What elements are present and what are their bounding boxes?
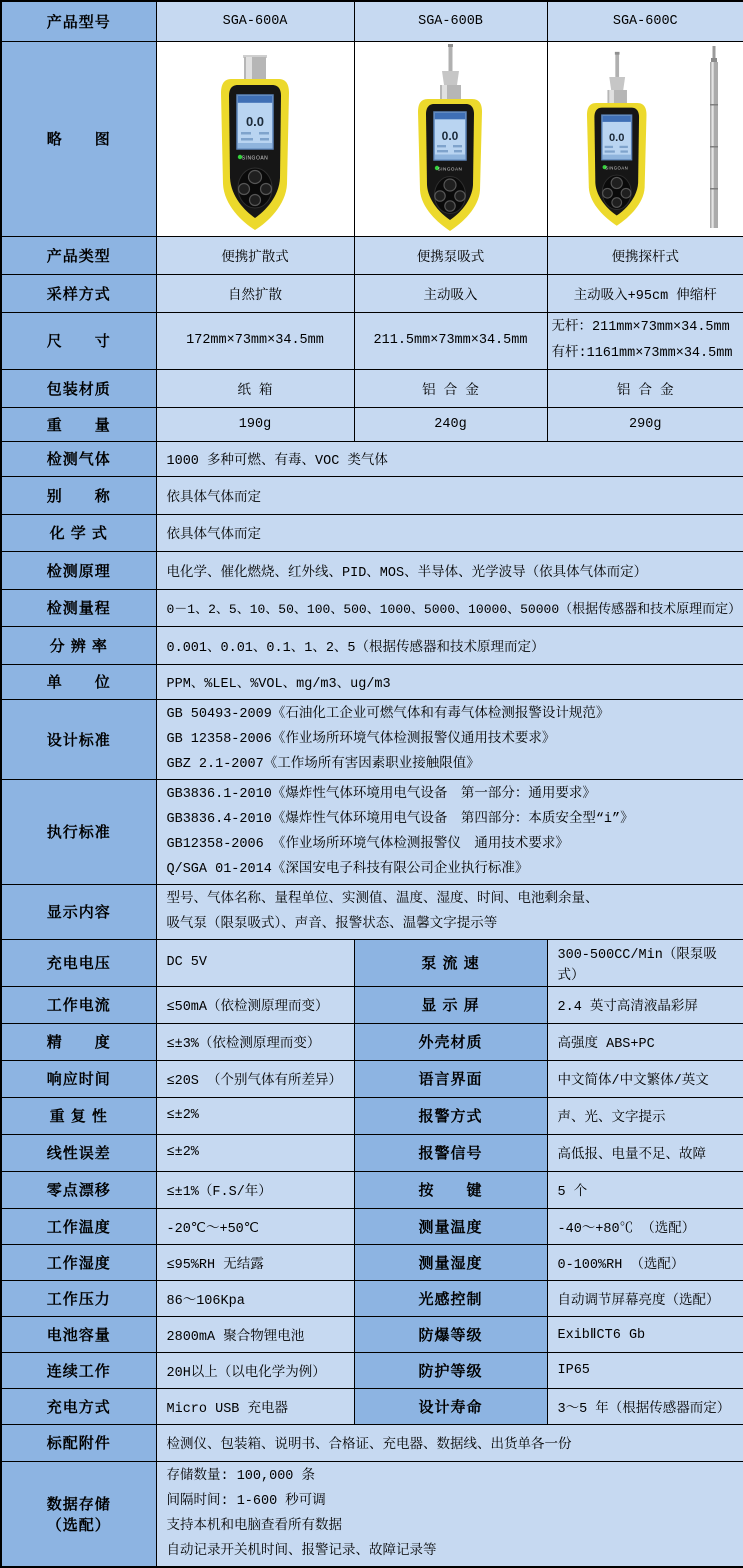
- standard-accessories-value: 检测仪、包装箱、说明书、合格证、充电器、数据线、出货单各一份: [156, 1424, 743, 1461]
- row-weight: [1, 407, 743, 441]
- row-label-weight: 重 量: [1, 407, 156, 441]
- design-standards-value: [156, 699, 743, 779]
- row-label-detection-range: 检测量程: [1, 589, 156, 626]
- row-label-product-model: 产品型号: [1, 1, 156, 41]
- row-sketch: [1, 41, 743, 236]
- row-standard-accessories: [1, 1424, 743, 1461]
- row-label-data-storage: [1, 1461, 156, 1567]
- row-label-repeatability: 重 复 性: [1, 1097, 156, 1134]
- display-screen-value: 2.4 英寸高清液晶彩屏: [547, 986, 743, 1023]
- row-label-battery-capacity: 电池容量: [1, 1316, 156, 1352]
- device-brand-label: SINGOAN: [437, 166, 463, 172]
- row-label-packaging-material: 包装材质: [1, 369, 156, 407]
- row-label-buttons: 按 键: [354, 1171, 547, 1208]
- row-display-content: [1, 884, 743, 939]
- row-label-explosion-proof-grade: 防爆等级: [354, 1316, 547, 1352]
- buttons-value: 5 个: [547, 1171, 743, 1208]
- row-label-detected-gas: 检测气体: [1, 441, 156, 476]
- detection-range-value: 0－1、2、5、10、50、100、500、1000、5000、10000、50000（根据传感器和技术原理而定）: [156, 589, 743, 626]
- row-resolution: [1, 626, 743, 664]
- row-repeatability-alarm-mode: [1, 1097, 743, 1134]
- row-chemical-formula: [1, 514, 743, 551]
- model-cell-a: SGA-600A: [156, 1, 354, 41]
- display-content-line: 吸气泵（限泵吸式）、声音、报警状态、温馨文字提示等: [166, 916, 498, 932]
- row-alias: [1, 476, 743, 514]
- device-screen-value: 0.0: [441, 129, 459, 143]
- data-storage-value: [156, 1461, 743, 1567]
- model-cell-c: SGA-600C: [547, 1, 743, 41]
- row-label-light-control: 光感控制: [354, 1280, 547, 1316]
- row-label-resolution: 分 辨 率: [1, 626, 156, 664]
- sketch-cell-c: [547, 41, 743, 236]
- row-data-storage: [1, 1461, 743, 1567]
- device-brand-label: SINGOAN: [241, 155, 269, 162]
- row-charge-voltage-pump-speed: [1, 939, 743, 986]
- sampling-c: 主动吸入+95cm 伸缩杆: [547, 274, 743, 312]
- measure-humidity-value: 0-100%RH （选配）: [547, 1244, 743, 1280]
- display-content-value: [156, 884, 743, 939]
- weight-c: 290g: [547, 407, 743, 441]
- row-linearity-alarm-signal: [1, 1134, 743, 1171]
- row-continuous-work-protection: [1, 1352, 743, 1388]
- sketch-cell-b: [354, 41, 547, 236]
- design-life-value: 3～5 年（根据传感器而定）: [547, 1388, 743, 1424]
- row-label-protection-grade: 防护等级: [354, 1352, 547, 1388]
- row-unit: [1, 664, 743, 699]
- data-storage-line: 存储数量: 100,000 条: [166, 1468, 316, 1484]
- row-label-shell-material: 外壳材质: [354, 1023, 547, 1060]
- zero-drift-value: ≤±1%（F.S/年）: [156, 1171, 354, 1208]
- weight-b: 240g: [354, 407, 547, 441]
- detection-principle-value: 电化学、催化燃烧、红外线、PID、MOS、半导体、光学波导（依具体气体而定）: [156, 551, 743, 589]
- row-label-measure-humidity: 测量湿度: [354, 1244, 547, 1280]
- row-label-working-humidity: 工作湿度: [1, 1244, 156, 1280]
- execution-standard-line: Q/SGA 01-2014《深国安电子科技有限公司企业执行标准》: [166, 861, 529, 877]
- data-storage-line: 自动记录开关机时间、报警记录、故障记录等: [166, 1543, 437, 1559]
- row-charging-method-design-life: [1, 1388, 743, 1424]
- execution-standards-value: [156, 779, 743, 884]
- row-battery-explosion-proof: [1, 1316, 743, 1352]
- row-label-sampling-method: 采样方式: [1, 274, 156, 312]
- alarm-signal-value: 高低报、电量不足、故障: [547, 1134, 743, 1171]
- row-label-response-time: 响应时间: [1, 1060, 156, 1097]
- row-label-dimensions: 尺 寸: [1, 312, 156, 369]
- row-working-humidity-measure-humidity: [1, 1244, 743, 1280]
- row-packaging-material: [1, 369, 743, 407]
- execution-standard-line: GB3836.4-2010《爆炸性气体环境用电气设备 第四部分：本质安全型“i”》: [166, 811, 634, 827]
- row-response-time-language: [1, 1060, 743, 1097]
- row-label-working-temperature: 工作温度: [1, 1208, 156, 1244]
- row-dimensions: [1, 312, 743, 369]
- sampling-a: 自然扩散: [156, 274, 354, 312]
- accuracy-value: ≤±3%（依检测原理而变）: [156, 1023, 354, 1060]
- row-label-charge-voltage: 充电电压: [1, 939, 156, 986]
- row-label-continuous-work: 连续工作: [1, 1352, 156, 1388]
- row-label-measure-temperature: 测量温度: [354, 1208, 547, 1244]
- sampling-b: 主动吸入: [354, 274, 547, 312]
- charge-voltage-value: DC 5V: [156, 939, 354, 986]
- row-label-product-type: 产品类型: [1, 236, 156, 274]
- repeatability-value: ≤±2%: [156, 1097, 354, 1134]
- sketch-cell-a: [156, 41, 354, 236]
- dimensions-c-line2: 有杆:1161mm×73mm×34.5mm: [551, 345, 733, 361]
- row-product-model: [1, 1, 743, 41]
- row-label-execution-standards: 执行标准: [1, 779, 156, 884]
- row-label-alias: 别 称: [1, 476, 156, 514]
- device-image-sga-600b: [355, 42, 546, 235]
- row-label-working-current: 工作电流: [1, 986, 156, 1023]
- row-detection-principle: [1, 551, 743, 589]
- dimensions-b: 211.5mm×73mm×34.5mm: [354, 312, 547, 369]
- detected-gas-value: 1000 多种可燃、有毒、VOC 类气体: [156, 441, 743, 476]
- device-screen-value: 0.0: [245, 114, 265, 129]
- data-storage-line: 支持本机和电脑查看所有数据: [166, 1518, 342, 1534]
- row-label-sketch: 略 图: [1, 41, 156, 236]
- row-label-pump-speed: 泵 流 速: [354, 939, 547, 986]
- light-control-value: 自动调节屏幕亮度（选配）: [547, 1280, 743, 1316]
- row-working-pressure-light-control: [1, 1280, 743, 1316]
- device-screen-value: 0.0: [608, 132, 625, 145]
- row-working-temp-measure-temp: [1, 1208, 743, 1244]
- row-label-detection-principle: 检测原理: [1, 551, 156, 589]
- weight-a: 190g: [156, 407, 354, 441]
- language-ui-value: 中文简体/中文繁体/英文: [547, 1060, 743, 1097]
- row-label-standard-accessories: 标配附件: [1, 1424, 156, 1461]
- row-zero-drift-buttons: [1, 1171, 743, 1208]
- telescopic-rod: [710, 46, 718, 228]
- design-standard-line: GBZ 2.1-2007《工作场所有害因素职业接触限值》: [166, 756, 480, 772]
- row-label-design-standards: 设计标准: [1, 699, 156, 779]
- design-standard-line: GB 12358-2006《作业场所环境气体检测报警仪通用技术要求》: [166, 731, 556, 747]
- row-label-linearity-error: 线性误差: [1, 1134, 156, 1171]
- device-brand-label: SINGOAN: [605, 165, 628, 171]
- display-content-line: 型号、气体名称、量程单位、实测值、温度、湿度、时间、电池剩余量、: [166, 891, 599, 907]
- linearity-error-value: ≤±2%: [156, 1134, 354, 1171]
- device-image-sga-600a: [157, 42, 353, 235]
- dimensions-c: [547, 312, 743, 369]
- row-label-zero-drift: 零点漂移: [1, 1171, 156, 1208]
- packaging-a: 纸 箱: [156, 369, 354, 407]
- shell-material-value: 高强度 ABS+PC: [547, 1023, 743, 1060]
- continuous-work-value: 20H以上（以电化学为例）: [156, 1352, 354, 1388]
- working-humidity-value: ≤95%RH 无结露: [156, 1244, 354, 1280]
- row-execution-standards: [1, 779, 743, 884]
- row-label-unit: 单 位: [1, 664, 156, 699]
- alias-value: 依具体气体而定: [156, 476, 743, 514]
- device-image-sga-600c: [548, 42, 743, 235]
- alarm-mode-value: 声、光、文字提示: [547, 1097, 743, 1134]
- chemical-formula-value: 依具体气体而定: [156, 514, 743, 551]
- row-label-display-screen: 显 示 屏: [354, 986, 547, 1023]
- protection-grade-value: IP65: [547, 1352, 743, 1388]
- data-storage-label-line2: （选配）: [46, 1516, 111, 1534]
- packaging-c: 铝 合 金: [547, 369, 743, 407]
- unit-value: PPM、%LEL、%VOL、mg/m3、ug/m3: [156, 664, 743, 699]
- data-storage-line: 间隔时间: 1-600 秒可调: [166, 1493, 326, 1509]
- row-label-display-content: 显示内容: [1, 884, 156, 939]
- row-label-language-ui: 语言界面: [354, 1060, 547, 1097]
- model-cell-b: SGA-600B: [354, 1, 547, 41]
- measure-temperature-value: -40～+80℃ （选配）: [547, 1208, 743, 1244]
- response-time-value: ≤20S （个别气体有所差异）: [156, 1060, 354, 1097]
- row-label-chemical-formula: 化 学 式: [1, 514, 156, 551]
- row-label-alarm-mode: 报警方式: [354, 1097, 547, 1134]
- row-detected-gas: [1, 441, 743, 476]
- working-temperature-value: -20℃～+50℃: [156, 1208, 354, 1244]
- working-current-value: ≤50mA（依检测原理而变）: [156, 986, 354, 1023]
- execution-standard-line: GB3836.1-2010《爆炸性气体环境用电气设备 第一部分：通用要求》: [166, 786, 596, 802]
- packaging-b: 铝 合 金: [354, 369, 547, 407]
- resolution-value: 0.001、0.01、0.1、1、2、5（根据传感器和技术原理而定）: [156, 626, 743, 664]
- product-type-c: 便携探杆式: [547, 236, 743, 274]
- row-label-accuracy: 精 度: [1, 1023, 156, 1060]
- row-product-type: [1, 236, 743, 274]
- battery-capacity-value: 2800mA 聚合物锂电池: [156, 1316, 354, 1352]
- design-standard-line: GB 50493-2009《石油化工企业可燃气体和有毒气体检测报警设计规范》: [166, 706, 610, 722]
- row-label-charging-method: 充电方式: [1, 1388, 156, 1424]
- dimensions-c-line1: 无杆：211mm×73mm×34.5mm: [551, 319, 730, 335]
- row-design-standards: [1, 699, 743, 779]
- execution-standard-line: GB12358-2006 《作业场所环境气体检测报警仪 通用技术要求》: [166, 836, 569, 852]
- row-detection-range: [1, 589, 743, 626]
- pump-speed-value: 300-500CC/Min（限泵吸式）: [547, 939, 743, 986]
- row-sampling-method: [1, 274, 743, 312]
- charging-method-value: Micro USB 充电器: [156, 1388, 354, 1424]
- explosion-proof-grade-value: ExibⅡCT6 Gb: [547, 1316, 743, 1352]
- row-label-working-pressure: 工作压力: [1, 1280, 156, 1316]
- row-label-design-life: 设计寿命: [354, 1388, 547, 1424]
- product-type-b: 便携泵吸式: [354, 236, 547, 274]
- working-pressure-value: 86～106Kpa: [156, 1280, 354, 1316]
- row-accuracy-shell: [1, 1023, 743, 1060]
- row-working-current-display: [1, 986, 743, 1023]
- row-label-alarm-signal: 报警信号: [354, 1134, 547, 1171]
- data-storage-label-line1: 数据存储: [46, 1495, 111, 1513]
- dimensions-a: 172mm×73mm×34.5mm: [156, 312, 354, 369]
- product-type-a: 便携扩散式: [156, 236, 354, 274]
